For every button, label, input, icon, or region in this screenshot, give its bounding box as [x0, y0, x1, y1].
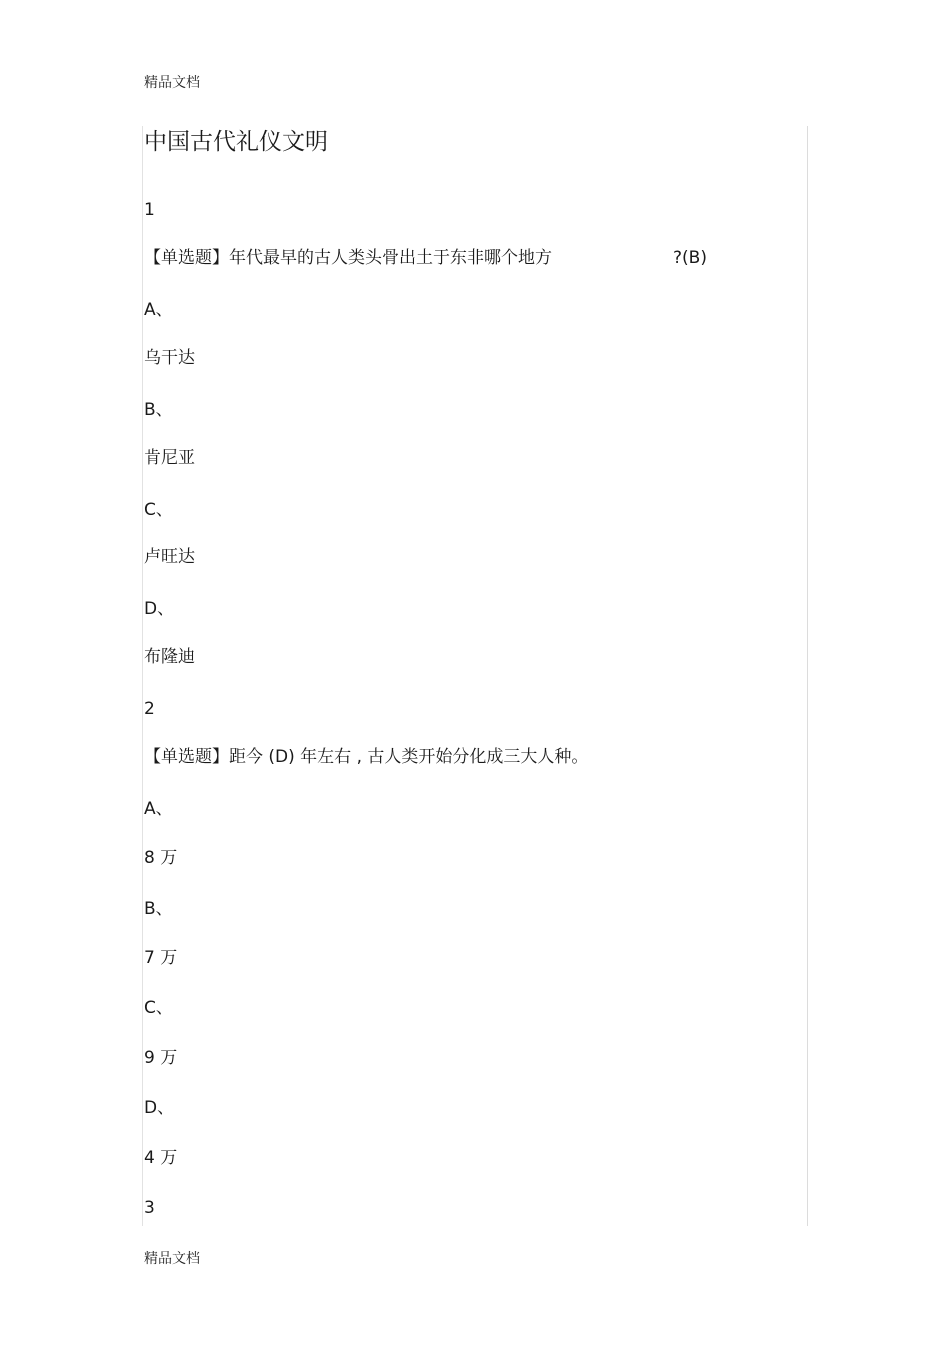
- question-number: 2: [144, 699, 155, 719]
- option-letter: A、: [144, 799, 173, 819]
- option-text: 8 万: [144, 848, 178, 868]
- question-stem: 【单选题】年代最早的古人类头骨出土于东非哪个地方: [144, 248, 552, 268]
- option-text: 乌干达: [144, 348, 195, 368]
- option-letter: B、: [144, 400, 173, 420]
- option-text: 4 万: [144, 1148, 178, 1168]
- option-letter: C、: [144, 998, 173, 1018]
- option-letter: B、: [144, 899, 173, 919]
- header-watermark: 精品文档: [144, 75, 200, 91]
- option-text: 肯尼亚: [144, 448, 195, 468]
- option-text: 布隆迪: [144, 647, 195, 667]
- question-number: 3: [144, 1198, 155, 1218]
- option-letter: D、: [144, 599, 175, 619]
- question-number: 1: [144, 200, 155, 220]
- option-text: 7 万: [144, 948, 178, 968]
- document-title: 中国古代礼仪文明: [144, 129, 328, 155]
- option-text: 卢旺达: [144, 547, 195, 567]
- question-answer-tag: ?(B): [673, 248, 707, 268]
- question-stem: 【单选题】距今 (D) 年左右 , 古人类开始分化成三大人种。: [144, 747, 589, 767]
- footer-watermark: 精品文档: [144, 1251, 200, 1267]
- option-letter: D、: [144, 1098, 175, 1118]
- option-letter: C、: [144, 500, 173, 520]
- option-text: 9 万: [144, 1048, 178, 1068]
- option-letter: A、: [144, 300, 173, 320]
- page-content-frame: [142, 126, 808, 1226]
